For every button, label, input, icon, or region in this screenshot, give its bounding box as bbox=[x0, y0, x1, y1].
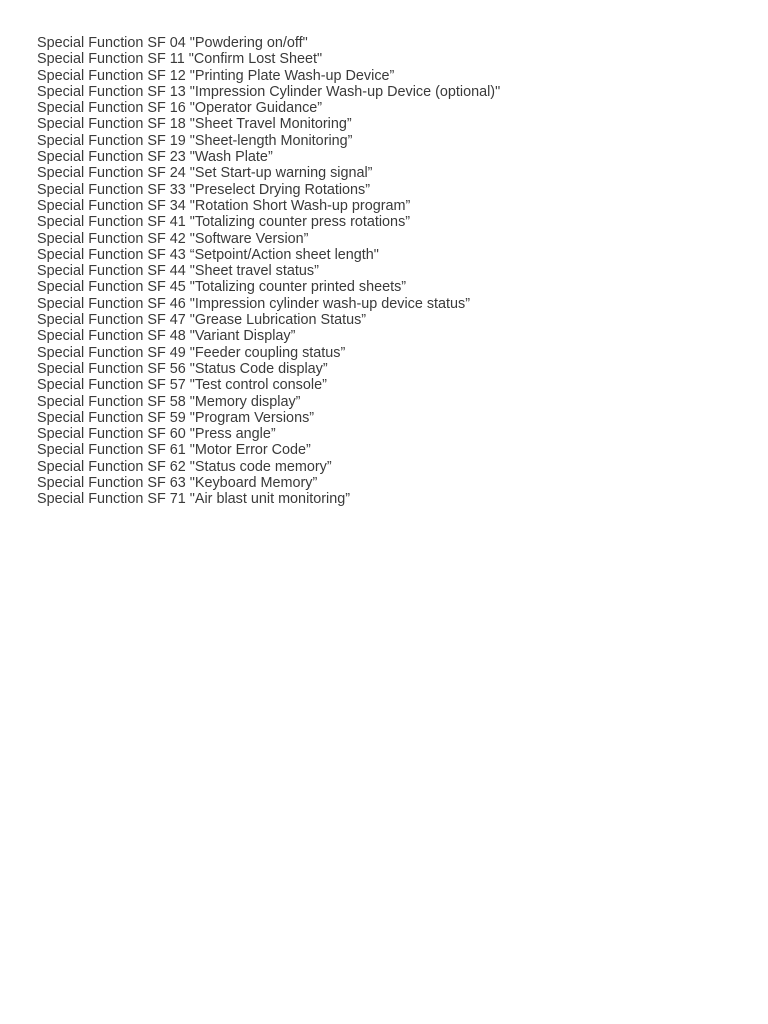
special-function-line: Special Function SF 61 "Motor Error Code” bbox=[37, 442, 311, 459]
special-function-line: Special Function SF 45 "Totalizing counter printed sheets” bbox=[37, 279, 407, 296]
special-function-line: Special Function SF 43 “Setpoint/Action sheet length" bbox=[37, 246, 379, 263]
special-function-line: Special Function SF 23 "Wash Plate” bbox=[37, 149, 273, 166]
special-function-line: Special Function SF 41 "Totalizing counter press rotations” bbox=[37, 214, 411, 231]
special-function-line: Special Function SF 46 "Impression cylinder wash-up device status” bbox=[37, 295, 471, 312]
special-function-list bbox=[37, 35, 500, 508]
special-function-line: Special Function SF 49 "Feeder coupling status” bbox=[37, 344, 346, 361]
special-function-line: Special Function SF 18 "Sheet Travel Monitoring” bbox=[37, 116, 352, 133]
special-function-line: Special Function SF 11 "Confirm Lost Sheet" bbox=[37, 51, 323, 68]
special-function-line: Special Function SF 44 "Sheet travel status” bbox=[37, 263, 319, 280]
special-function-line: Special Function SF 71 "Air blast unit monitoring” bbox=[37, 491, 351, 508]
special-function-line: Special Function SF 24 "Set Start-up warning signal” bbox=[37, 165, 373, 182]
special-function-line: Special Function SF 57 "Test control console” bbox=[37, 377, 327, 394]
special-function-line: Special Function SF 33 "Preselect Drying Rotations” bbox=[37, 181, 371, 198]
special-function-line: Special Function SF 63 "Keyboard Memory” bbox=[37, 475, 318, 492]
special-function-line: Special Function SF 42 "Software Version” bbox=[37, 230, 309, 247]
special-function-line: Special Function SF 16 "Operator Guidance” bbox=[37, 100, 323, 117]
special-function-line: Special Function SF 59 "Program Versions” bbox=[37, 409, 315, 426]
special-function-line: Special Function SF 60 "Press angle” bbox=[37, 426, 276, 443]
special-function-line: Special Function SF 19 "Sheet-length Monitoring” bbox=[37, 132, 353, 149]
special-function-line: Special Function SF 62 "Status code memory” bbox=[37, 458, 332, 475]
special-function-line: Special Function SF 04 "Powdering on/off" bbox=[37, 35, 308, 51]
special-function-line: Special Function SF 13 "Impression Cylinder Wash-up Device (optional)" bbox=[37, 83, 501, 100]
special-function-line: Special Function SF 58 "Memory display” bbox=[37, 393, 301, 410]
special-function-line: Special Function SF 56 "Status Code display” bbox=[37, 360, 328, 377]
special-function-line: Special Function SF 12 "Printing Plate Wash-up Device” bbox=[37, 67, 395, 84]
special-function-line: Special Function SF 47 "Grease Lubrication Status” bbox=[37, 312, 367, 329]
special-function-line: Special Function SF 34 "Rotation Short Wash-up program” bbox=[37, 197, 411, 214]
special-function-line: Special Function SF 48 "Variant Display” bbox=[37, 328, 296, 345]
